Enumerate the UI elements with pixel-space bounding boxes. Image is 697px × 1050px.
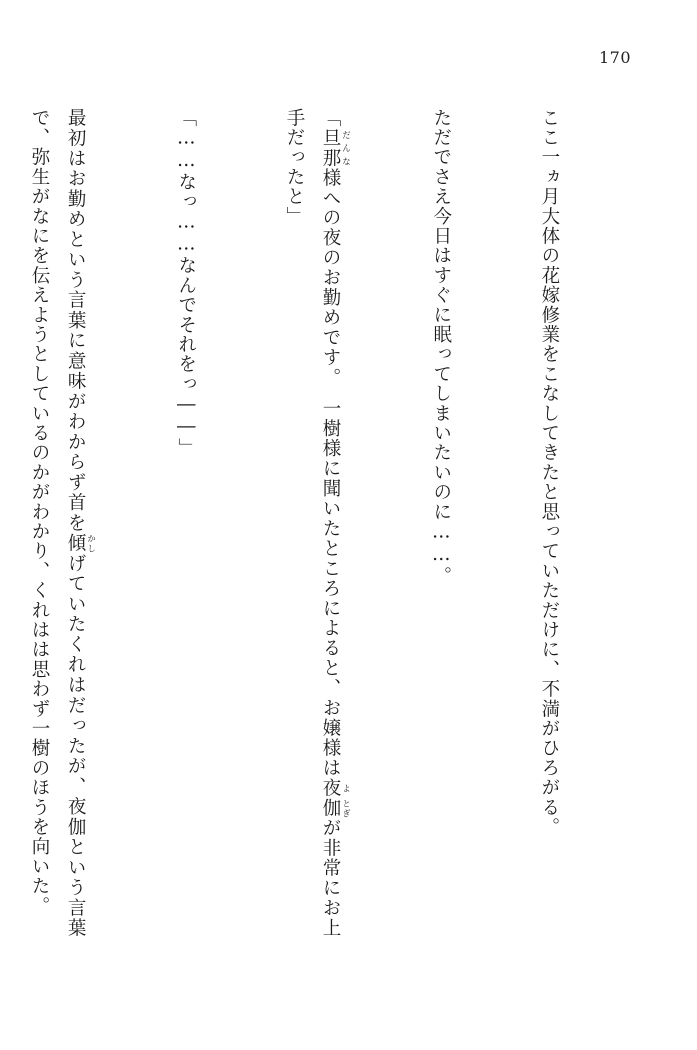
- paragraph: ここ一ヵ月大体の花嫁修業をこなしてきたと思っていただけに、不満がひろがる。: [538, 108, 560, 837]
- paragraph: 「……なっ……なんでそれをっ――」: [175, 108, 197, 458]
- ruby-kashige: 傾 かし: [65, 533, 96, 554]
- paragraph: 「旦那 だんな様への夜のお勤めです。 一樹様に聞いたところによると、お嬢様は夜 よ伽 とぎが非常にお上手だったと」: [283, 108, 351, 939]
- paragraph: ただでさえ今日はすぐに眠ってしまいたいのに……。: [430, 108, 452, 586]
- page-body-text: [29, 108, 639, 939]
- ruby-danna: 旦那 だんな: [320, 128, 351, 168]
- page-number: 170: [598, 48, 631, 67]
- paragraph: 最初はお勤めという言葉に意味がわからず首を傾 かしげていたくれはだったが、夜伽という言葉で、弥生がなにを伝えようとしているのかがわかり、くれはは思わず一樹のほうを向いた。: [29, 108, 96, 938]
- ruby-yotogi: 夜 よ: [320, 778, 351, 799]
